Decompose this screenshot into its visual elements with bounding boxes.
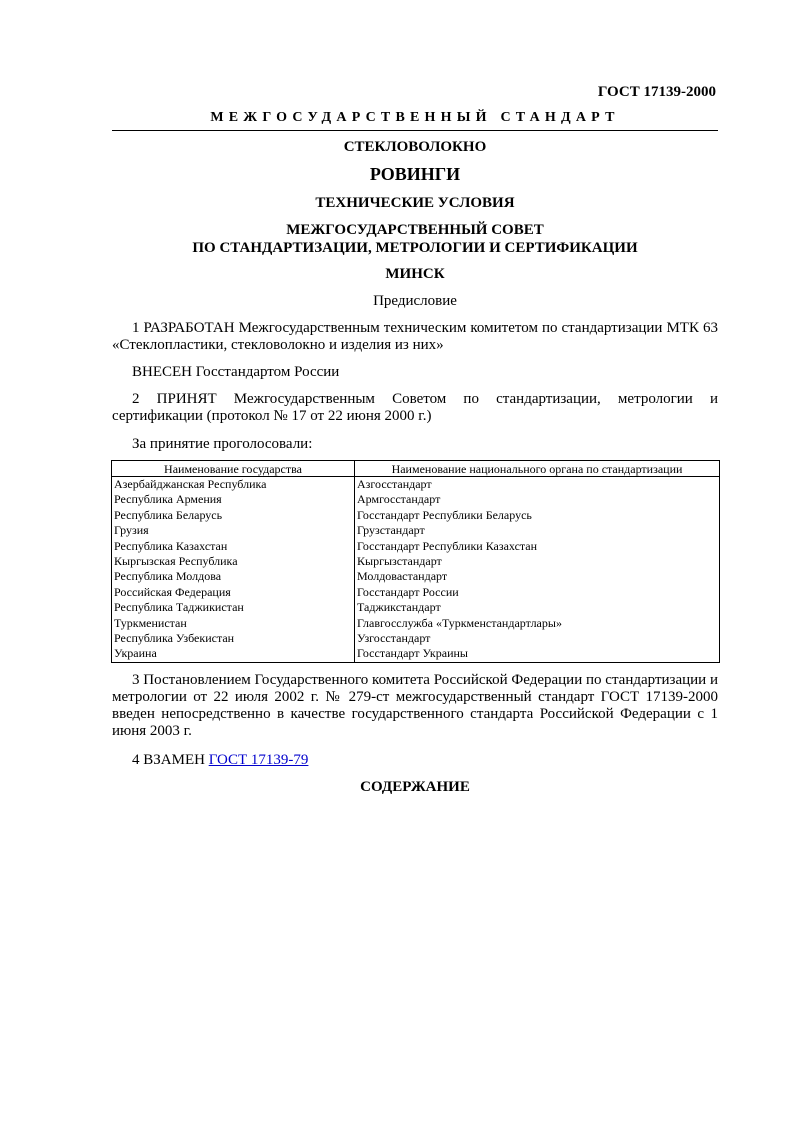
table-row: [112, 631, 720, 646]
table-cell-body: Главгосслужба «Туркменстандартлары»: [355, 616, 720, 631]
table-row: [112, 616, 720, 631]
table-cell-state: Российская Федерация: [112, 585, 355, 600]
table-cell-state: Республика Молдова: [112, 569, 355, 584]
contents-heading: СОДЕРЖАНИЕ: [360, 779, 470, 795]
preface-item-3: 3 Постановлением Государственного комитета Российской Федерации по стандартизации и метрологии от 22 июля 2002 г. № 279-ст межгосударственный стандарт ГОСТ 17139-2000 введен непосредственно в качестве государственного стандарта Российской Федерации с 1 июня 2003 г.: [112, 672, 718, 739]
council-line-2: ПО СТАНДАРТИЗАЦИИ, МЕТРОЛОГИИ И СЕРТИФИКАЦИИ: [192, 240, 638, 256]
table-cell-state: Азербайджанская Республика: [112, 477, 355, 493]
table-cell-state: Украина: [112, 646, 355, 662]
table-cell-body: Молдовастандарт: [355, 569, 720, 584]
table-cell-state: Кыргызская Республика: [112, 554, 355, 569]
table-cell-state: Туркменистан: [112, 616, 355, 631]
table-row: [112, 492, 720, 507]
table-row: [112, 585, 720, 600]
table-header-row: [112, 461, 720, 477]
table-cell-body: Грузстандарт: [355, 523, 720, 538]
table-cell-body: Узгосстандарт: [355, 631, 720, 646]
table-row: [112, 569, 720, 584]
table-cell-state: Республика Беларусь: [112, 508, 355, 523]
preface-item-2: 2 ПРИНЯТ Межгосударственным Советом по стандартизации, метрологии и сертификации (протокол № 17 от 22 июня 2000 г.): [112, 391, 718, 424]
header-divider: [112, 130, 718, 131]
replaces-label: 4 ВЗАМЕН: [132, 752, 205, 768]
preface-heading: Предисловие: [373, 293, 457, 309]
table-row: [112, 646, 720, 662]
table-cell-body: Армгосстандарт: [355, 492, 720, 507]
preface-item-4: [112, 752, 718, 769]
preface-introduced: ВНЕСЕН Госстандартом России: [132, 364, 340, 380]
document-code: ГОСТ 17139-2000: [597, 84, 716, 100]
table-header-body: Наименование национального органа по стандартизации: [355, 461, 720, 477]
table-cell-state: Республика Армения: [112, 492, 355, 507]
table-cell-state: Грузия: [112, 523, 355, 538]
council-line-1: МЕЖГОСУДАРСТВЕННЫЙ СОВЕТ: [286, 222, 544, 238]
table-cell-state: Республика Казахстан: [112, 539, 355, 554]
table-cell-body: Госстандарт Республики Беларусь: [355, 508, 720, 523]
title-line-3: ТЕХНИЧЕСКИЕ УСЛОВИЯ: [315, 195, 515, 211]
table-cell-body: Азгосстандарт: [355, 477, 720, 493]
table-row: [112, 477, 720, 493]
preface-item-1: 1 РАЗРАБОТАН Межгосударственным техническим комитетом по стандартизации МТК 63 «Стеклопластики, стекловолокно и изделия из них»: [112, 320, 718, 353]
table-cell-state: Республика Таджикистан: [112, 600, 355, 615]
table-row: [112, 539, 720, 554]
voting-states-table: [111, 460, 720, 663]
table-cell-state: Республика Узбекистан: [112, 631, 355, 646]
title-line-1: СТЕКЛОВОЛОКНО: [343, 139, 487, 155]
table-row: [112, 554, 720, 569]
table-header-state: Наименование государства: [112, 461, 355, 477]
title-line-2: РОВИНГИ: [369, 164, 461, 184]
table-row: [112, 600, 720, 615]
table-cell-body: Таджикстандарт: [355, 600, 720, 615]
table-row: [112, 508, 720, 523]
replaced-standard-link[interactable]: ГОСТ 17139-79: [208, 752, 309, 768]
city: МИНСК: [385, 266, 445, 282]
table-cell-body: Кыргызстандарт: [355, 554, 720, 569]
preface-voted: За принятие проголосовали:: [132, 436, 313, 452]
table-cell-body: Госстандарт России: [355, 585, 720, 600]
standard-type-heading: МЕЖГОСУДАРСТВЕННЫЙ СТАНДАРТ: [210, 110, 620, 125]
table-cell-body: Госстандарт Украины: [355, 646, 720, 662]
table-cell-body: Госстандарт Республики Казахстан: [355, 539, 720, 554]
table-row: [112, 523, 720, 538]
